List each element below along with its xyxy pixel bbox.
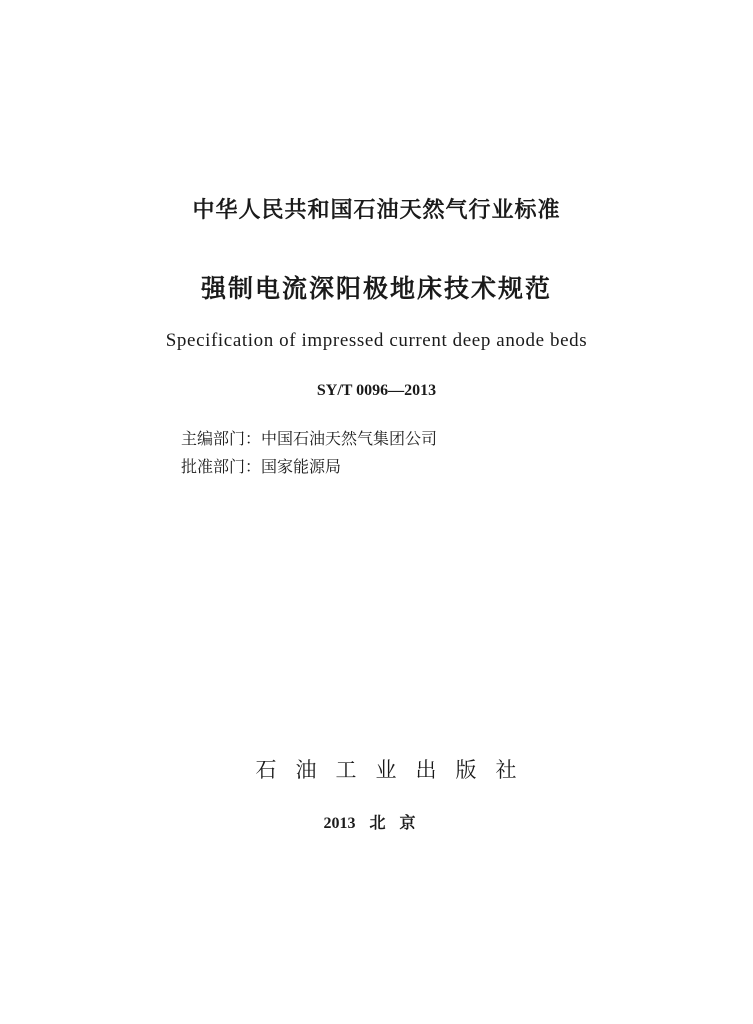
publisher-name: 石油工业出版社	[255, 758, 536, 782]
approver-department: 批准部门：国家能源局	[181, 457, 342, 476]
title-english: Specification of impressed current deep anode beds	[165, 330, 588, 351]
publication-info	[0, 813, 753, 835]
publication-city: 北京	[369, 815, 430, 832]
standard-code: SY/T 0096—2013	[316, 382, 437, 399]
industry-standard-heading: 中华人民共和国石油天然气行业标准	[192, 198, 561, 223]
publication-year: 2013	[323, 815, 356, 832]
editor-department: 主编部门：中国石油天然气集团公司	[181, 429, 438, 448]
title-chinese: 强制电流深阳极地床技术规范	[200, 274, 552, 303]
